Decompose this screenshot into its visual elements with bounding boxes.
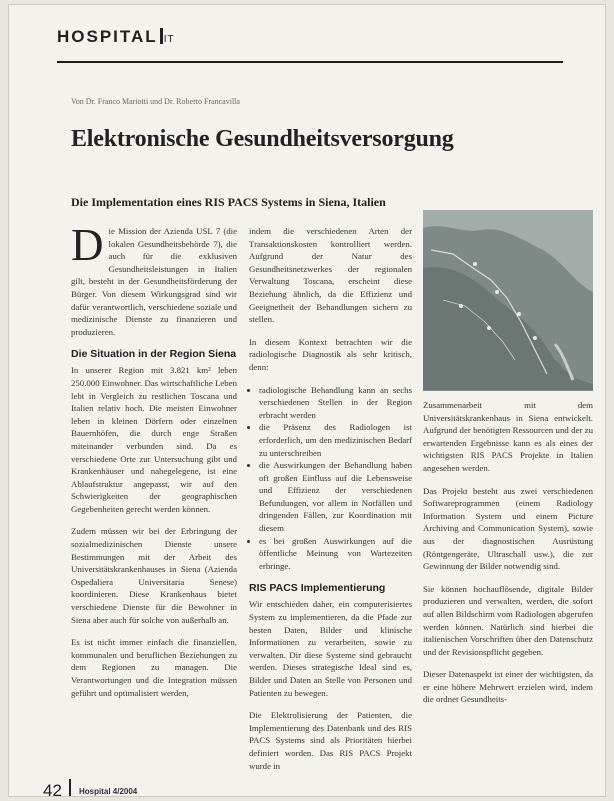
paragraph: Wir entschieden daher, ein computerisiertes System zu implementieren, da die Pfade zur besten Daten, Bilder und klinische Informationen zu verarbeiten, sowie zu verwalten. Dir diese Systeme sind gebraucht werden. Dieses strategische Ideal sind es, Bilder und Daten an Stelle von Personen und Patienten zu bewegen. — [249, 599, 412, 698]
footer-separator — [69, 779, 71, 797]
paragraph: Sie können hochauflösende, digitale Bilder produzieren und verwalten, werden, die sofort auf allen Bildschirm vom Radiologen abgerufen werden können. Natürlich sind hierbei die italienischen Vorschriften über den Datenschutz und der Revisionspflicht gegeben. — [423, 583, 593, 657]
magazine-brand — [57, 27, 175, 47]
page-number: 42 — [43, 781, 62, 797]
text-column-2 — [249, 225, 412, 782]
section-heading-situation: Die Situation in der Region Siena — [71, 348, 237, 361]
paragraph: In diesem Kontext betrachten wir die radiologische Diagnostik als sehr kritisch, denn: — [249, 336, 412, 372]
map-illustration — [423, 210, 593, 390]
bullet-item: • die Auswirkungen der Behandlung haben oft großen Einfluss auf die Lebensweise und Effizienz der verschiedenen Befundungen, vor allem in Notfällen und dringenden Fällen, zur Koordination mit diesem — [259, 459, 412, 535]
paragraph: In unserer Region mit 3.821 km² leben 250.000 Einwohner. Das wirtschaftliche Leben lebt in Vergleich zu restlichen Toscana und Italien relativ hoch. Die meisten Einwohner leben in kleinen Dörfern oder einzelnen Bauernhöfen, die durch enge Straßen miteinander verbunden sind. Da es verschiedene Orte zur Untersuchung gibt und Krankenhäuser und nahegelegene, ist eine Ablaufstruktur angepasst, wir auf den Schwierigkeiten der geographischen Gegebenheiten gerecht werden können. — [71, 365, 237, 514]
paragraph: Dieser Datenaspekt ist einer der wichtigsten, da er eine höhere Mehrwert erzielen wird, indem die ordnet Gesundheits- — [423, 669, 593, 705]
section-heading-ris-pacs: RIS PACS Implementierung — [249, 582, 386, 595]
paragraph: indem die verschiedenen Arten der Transaktionskosten kontrolliert werden. Aufgrund der Natur des Gesundheitsnetzwerkes der regionalen Verwaltung Toscana, erscheint diese Beziehung ähnlich, da die Effizienz und Geeignetheit der Behandlungen sichern zu stellen. — [249, 226, 412, 325]
drop-cap: D — [71, 220, 104, 270]
paragraph: Es ist nicht immer einfach die finanziellen, kommunalen und beruflichen Beziehungen zu dem Regionen zu managen. Die Verantwortungen und die Integration müssen geführt und optimalisiert werden, — [71, 637, 237, 698]
intro-paragraph — [71, 220, 237, 338]
brand-suffix: IT — [163, 34, 175, 45]
article-subtitle: Die Implementation eines RIS PACS Systems in Siena, Italien — [71, 195, 386, 209]
brand-separator — [160, 28, 163, 44]
brand-name: HOSPITAL — [57, 27, 158, 46]
text-column-1 — [71, 220, 237, 709]
bullet-item: • es bei großen Auswirkungen auf die öffentliche Meinung von Wartezeiten erbringe. — [259, 535, 412, 573]
article-authors: Von Dr. Franco Mariotti und Dr. Roberto Francavilla — [71, 97, 240, 106]
magazine-page — [8, 4, 606, 797]
bullet-item: • die Präsenz des Radiologen ist erforderlich, um den medizinischen Bedarf zu unterschreiben — [259, 421, 412, 459]
region-map-image — [423, 210, 593, 391]
bullet-item: • radiologische Behandlung kann an sechs verschiedenen Stellen in der Region erbracht werden — [259, 384, 412, 422]
paragraph: Zudem müssen wir bei der Erbringung der sozialmedizinischen Dienste unsere Bestimmungen mit der Arbeit des Universitätskrankenhauses in Siena (Azienda Ospedaliera Universitaria Senese) koordinieren. Diese Krankenhaus bietet verschiedene Dienste für die Bewohner in Siena aber auch für solche von außerhalb an. — [71, 526, 237, 625]
bullet-list — [249, 384, 412, 573]
paragraph: Die Elektrolisierung der Patienten, die Implementierung des Datenbank und des RIS PACS Systems sind als Prioritäten hierbei definiert worden. Das RIS PACS Projekt wurde in — [249, 710, 412, 771]
intro-text: ie Mission der Azienda USL 7 (die lokalen Gesundheitsbehörde 7), die auch für die exklusiven Gesundheitsleistungen in Italien gilt, besteht in der Gesundheitsförderung der Bürger. Von diesem Wirkungsgrad sind wir dafür verantwortlich, verschiedene soziale und medizinische Dienste zu finanzieren und produzieren. — [71, 226, 237, 337]
paragraph: Das Projekt besteht aus zwei verschiedenen Softwareprogrammen (einem Radiology Information System und einem Picture Archiving and Communication System), sowie aus der diagnostischen Ausrüstung (Röntgengeräte, Ultraschall usw.), die zur Gewinnung der Bilder notwendig sind. — [423, 485, 593, 572]
text-column-3 — [423, 399, 593, 716]
paragraph: Zusammenarbeit mit dem Universitätskrankenhaus in Siena entwickelt. Aufgrund der benötigten Ressourcen und der zu erwartenden Ergebnisse kann es als eines der wichtigsten RIS PACS Projekte in Italien angesehen werden. — [423, 400, 593, 473]
article-title: Elektronische Gesundheitsversorgung — [71, 126, 454, 152]
publication-issue: Hospital 4/2004 — [79, 787, 138, 796]
